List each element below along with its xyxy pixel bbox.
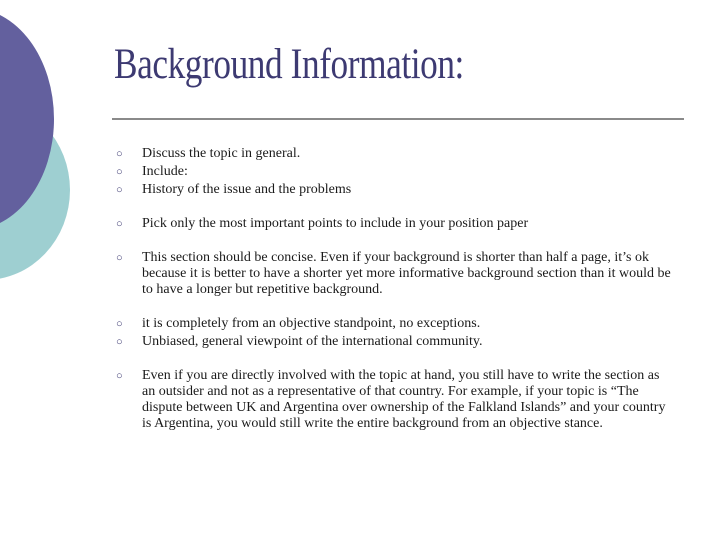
bullet-item [116, 216, 676, 232]
title-divider [112, 118, 684, 120]
bullet-item [116, 316, 676, 332]
bullet-item [116, 250, 676, 298]
bullet-text: Even if you are directly involved with the topic at hand, you still have to write the section as an outsider and not as a representative of that country. For example, if your topic is “The dispute between UK and Argentina over ownership of the Falkland Islands” and your country is Argentina, you would still write the entire background from an objective stance. [142, 368, 666, 431]
bullet-text: This section should be concise. Even if your background is shorter than half a page, it’s ok because it is better to have a shorter yet more informative background section than it would be to have a longer but repetitive background. [142, 250, 671, 297]
bullet-text: Include: [142, 164, 188, 179]
bullet-item [116, 182, 676, 198]
bullet-circle-icon: ○ [116, 184, 123, 196]
bullet-text: Unbiased, general viewpoint of the international community. [142, 334, 483, 349]
bullet-item [116, 368, 676, 432]
bullet-circle-icon: ○ [116, 148, 123, 160]
bullet-item [116, 164, 676, 180]
bullet-circle-icon: ○ [116, 336, 123, 348]
bullet-circle-icon: ○ [116, 318, 123, 330]
bullet-circle-icon: ○ [116, 218, 123, 230]
bullet-circle-icon: ○ [116, 370, 123, 382]
bullet-circle-icon: ○ [116, 252, 123, 264]
bullet-text: Discuss the topic in general. [142, 146, 301, 161]
bullet-text: History of the issue and the problems [142, 182, 352, 197]
bullet-list [116, 146, 676, 434]
bullet-circle-icon: ○ [116, 166, 123, 178]
bullet-item [116, 334, 676, 350]
slide-title: Background Information: [114, 41, 464, 88]
bullet-item [116, 146, 676, 162]
bullet-text: Pick only the most important points to include in your position paper [142, 216, 529, 231]
bullet-text: it is completely from an objective standpoint, no exceptions. [142, 316, 481, 331]
